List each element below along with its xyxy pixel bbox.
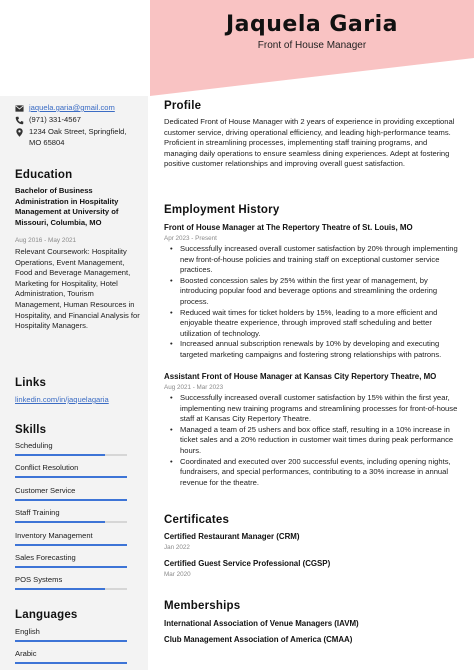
address-line-2: MO 65804 [29,137,65,147]
linkedin-link[interactable]: linkedin.com/in/jaquelagaria [15,395,109,404]
education-dates: Aug 2016 - May 2021 [15,237,77,244]
certificate-date-1: Jan 2022 [164,544,190,551]
language-level-bar [15,640,127,642]
job-1-bullet: • Successfully increased overall customer satisfaction by 20% through implementing new front-of-house policies and training staff on exceptional customer service practices. [170,244,462,276]
phone-icon [15,116,24,125]
resume-name: Jaquela Garia [225,12,399,37]
language-label: English [15,627,40,636]
education-coursework: Relevant Coursework: Hospitality Operations, Event Management, Food and Beverage Management, Marketing for Hospitality, Hotel Administration, Tourism Management, Human Resources in Hospitality, and Financial Analysis for Hospitality Managers. [15,247,140,331]
certificate-name-2: Certified Guest Service Professional (CGSP) [164,559,331,568]
skill-item [15,553,127,562]
skill-level-bar [15,476,127,478]
skill-level-bar [15,521,105,523]
memberships-heading: Memberships [164,600,241,612]
profile-heading: Profile [164,100,202,112]
job-2-bullet: • Successfully increased overall customer satisfaction by 15% within the first year, implementing new training programs and streamlining processes for front-of-house staff at Kansas City Repertory Theatre. [170,393,462,425]
job-2-bullet: • Coordinated and executed over 200 successful events, including opening nights, fundraisers, and special performances, contributing to a 30% increase in annual revenue for the theatre. [170,457,462,489]
mail-icon [15,104,24,113]
skill-level-bar [15,499,127,501]
membership-1: International Association of Venue Managers (IAVM) [164,619,359,628]
certificate-date-2: Mar 2020 [164,571,191,578]
employment-heading: Employment History [164,204,280,216]
job-dates-1: Apr 2023 - Present [164,235,217,242]
skill-label: Inventory Management [15,530,93,540]
language-item [15,649,127,658]
certificates-heading: Certificates [164,514,230,526]
skill-label: Sales Forecasting [15,553,76,562]
phone-number: (971) 331-4567 [29,115,81,124]
skill-item [15,508,127,517]
skill-item [15,531,127,540]
languages-heading: Languages [15,609,78,621]
job-bullets-1 [170,244,462,361]
skill-label: Conflict Resolution [15,463,79,473]
job-1-bullet: • Boosted concession sales by 25% within the first year of management, by introducing popular food and beverage options and streamlining the ordering process. [170,276,462,308]
skill-label: Customer Service [15,485,76,495]
certificate-name-1: Certified Restaurant Manager (CRM) [164,532,300,541]
job-2-bullet: • Managed a team of 25 ushers and box office staff, resulting in a 10% increase in ticket sales and a 20% reduction in customer wait times during peak performance hours. [170,425,462,457]
skill-label: POS Systems [15,575,63,585]
address-line-1: 1234 Oak Street, Springfield, [29,127,127,136]
job-title-2: Assistant Front of House Manager at Kansas City Repertory Theatre, MO [164,372,437,381]
membership-2: Club Management Association of America (CMAA) [164,635,353,644]
skill-item [15,441,127,450]
job-title: Front of House Manager [257,40,367,51]
skill-level-bar [15,454,105,456]
job-title-1: Front of House Manager at The Repertory Theatre of St. Louis, MO [164,223,413,232]
skill-item [15,575,127,584]
job-1-bullet: • Increased annual subscription renewals by 10% by developing and executing targeted marketing campaigns and fostering strong relationships with patrons. [170,339,462,360]
job-1-bullet: • Reduced wait times for ticket holders by 15%, leading to a more efficient and enjoyable theatre experience, through improved staff scheduling and better utilization of technology. [170,308,462,340]
skill-label: Staff Training [15,508,60,518]
education-degree: Bachelor of Business Administration in Hospitality Management at University of Missouri, Columbia, MO [15,186,119,227]
skills-heading: Skills [15,424,47,436]
address [29,127,143,148]
profile-summary: Dedicated Front of House Manager with 2 years of experience in providing exceptional customer service, driving operational efficiency, and leading high-performance teams. Proficient in streamlining processes, implementing staff training programs, and managing daily operations to ensure seamless dining experiences. Adept at fostering positive customer relationships and improving overall guest satisfaction. [164,117,455,169]
skill-level-bar [15,588,105,590]
job-bullets-2 [170,393,462,488]
email-link[interactable]: jaquela.garia@gmail.com [29,103,115,112]
language-level-bar [15,662,127,664]
job-dates-2: Aug 2021 - Mar 2023 [164,384,224,391]
links-heading: Links [15,377,47,389]
location-pin-icon [15,128,24,137]
skill-item [15,486,127,495]
education-heading: Education [15,169,73,181]
skill-item [15,463,127,472]
language-item [15,627,127,636]
skill-level-bar [15,544,127,546]
language-label: Arabic [15,649,37,658]
skill-label: Scheduling [15,441,53,450]
skill-level-bar [15,566,127,568]
